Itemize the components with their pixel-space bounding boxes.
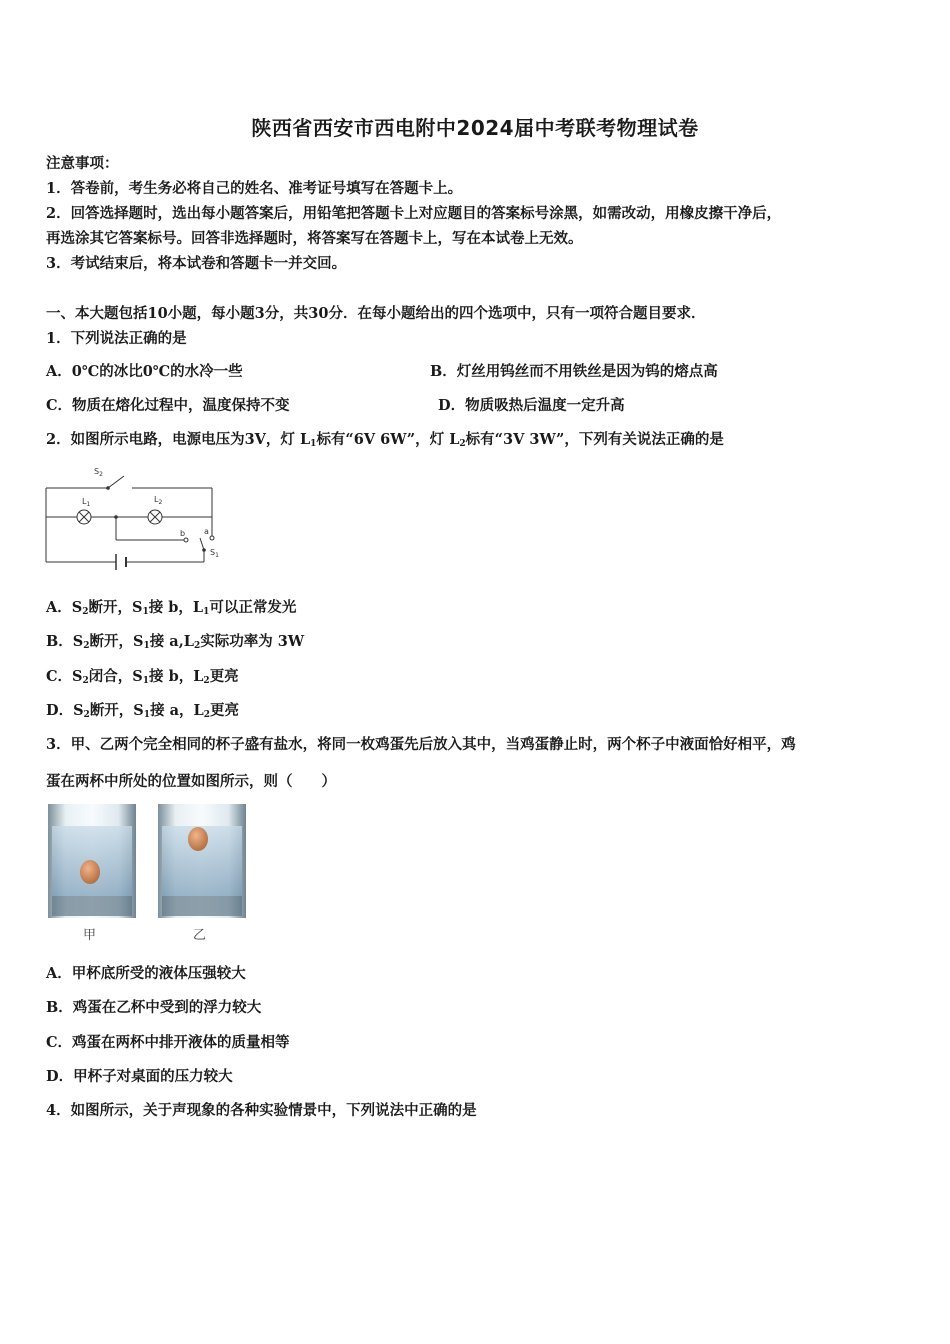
q3-stem-line-1: 3．甲、乙两个完全相同的杯子盛有盐水，将同一枚鸡蛋先后放入其中，当鸡蛋静止时，两个杯子中液面恰好相平，鸡	[46, 736, 796, 753]
notice-item-3: 3．考试结束后，将本试卷和答题卡一并交回。	[46, 255, 347, 272]
q2-stem-part: 2．如图所示电路，电源电压为3V，灯 L	[46, 431, 311, 448]
section-1-heading: 一、本大题包括10小题，每小题3分，共30分．在每小题给出的四个选项中，只有一项符合题目要求．	[46, 305, 706, 322]
q3-option-a: A．甲杯底所受的液体压强较大	[46, 965, 246, 982]
q2-stem-sub: 1	[310, 439, 317, 449]
notice-item-2-cont: 再选涂其它答案标号。回答非选择题时，将答案写在答题卡上，写在本试卷上无效。	[46, 230, 583, 247]
label-a: a	[204, 527, 209, 536]
q2-option-a: A．$S_2$断开，$S_1$接 b，$L_1$可以正常发光	[46, 599, 297, 617]
q1-option-c: C．物质在熔化过程中，温度保持不变	[46, 397, 290, 414]
cup-yi	[158, 804, 246, 918]
q2-option-d: D．$S_2$断开，$S_1$接 a，$L_2$更亮	[46, 702, 239, 720]
q1-stem: 1．下列说法正确的是	[46, 330, 187, 347]
cup-caption-jia: 甲	[83, 928, 97, 943]
q4-stem: 4．如图所示，关于声现象的各种实验情景中，下列说法中正确的是	[46, 1102, 477, 1119]
q1-option-a: A．0℃的冰比0℃的水冷一些	[46, 363, 243, 380]
label-b: b	[180, 529, 186, 538]
q3-option-d: D．甲杯子对桌面的压力较大	[46, 1068, 233, 1085]
circuit-diagram	[40, 460, 230, 585]
lamp-l1-icon	[77, 510, 91, 524]
q1-option-d: D．物质吸热后温度一定升高	[438, 397, 625, 414]
q2-option-c: C．$S_2$闭合，$S_1$接 b，$L_2$更亮	[46, 668, 239, 686]
label-l1: $L_1$	[82, 497, 91, 508]
notice-heading: 注意事项：	[46, 155, 119, 172]
q3-option-b: B．鸡蛋在乙杯中受到的浮力较大	[46, 999, 262, 1016]
label-s2: $S_2$	[94, 467, 103, 478]
q2-stem-part: 标有“3V 3W”，下列有关说法正确的是	[465, 431, 724, 448]
cups-figure	[48, 804, 248, 920]
label-s1: $S_1$	[210, 548, 219, 559]
egg-jia-icon	[80, 860, 100, 884]
cup-caption-yi: 乙	[193, 928, 207, 943]
egg-yi-icon	[188, 827, 208, 851]
page-title: 陕西省西安市西电附中2024届中考联考物理试卷	[251, 116, 699, 140]
notice-item-2: 2．回答选择题时，选出每小题答案后，用铅笔把答题卡上对应题目的答案标号涂黑，如需改动，用橡皮擦干净后，	[46, 205, 782, 222]
lamp-l2-icon	[148, 510, 162, 524]
q2-stem-part: 标有“6V 6W”，灯 L	[316, 431, 460, 448]
cup-jia	[48, 804, 136, 918]
q3-stem-line-2: 蛋在两杯中所处的位置如图所示，则（ ）	[46, 773, 336, 790]
label-l2: $L_2$	[154, 495, 163, 506]
q1-option-b: B．灯丝用钨丝而不用铁丝是因为钨的熔点高	[430, 363, 718, 380]
q2-option-b: B．$S_2$断开，$S_1$接 $a,L_2$实际功率为 3W	[46, 633, 305, 651]
q2-stem	[46, 428, 724, 449]
q3-option-c: C．鸡蛋在两杯中排开液体的质量相等	[46, 1034, 290, 1051]
q2-stem-sub: 2	[459, 439, 466, 449]
notice-item-1: 1．答卷前，考生务必将自己的姓名、准考证号填写在答题卡上。	[46, 180, 463, 197]
